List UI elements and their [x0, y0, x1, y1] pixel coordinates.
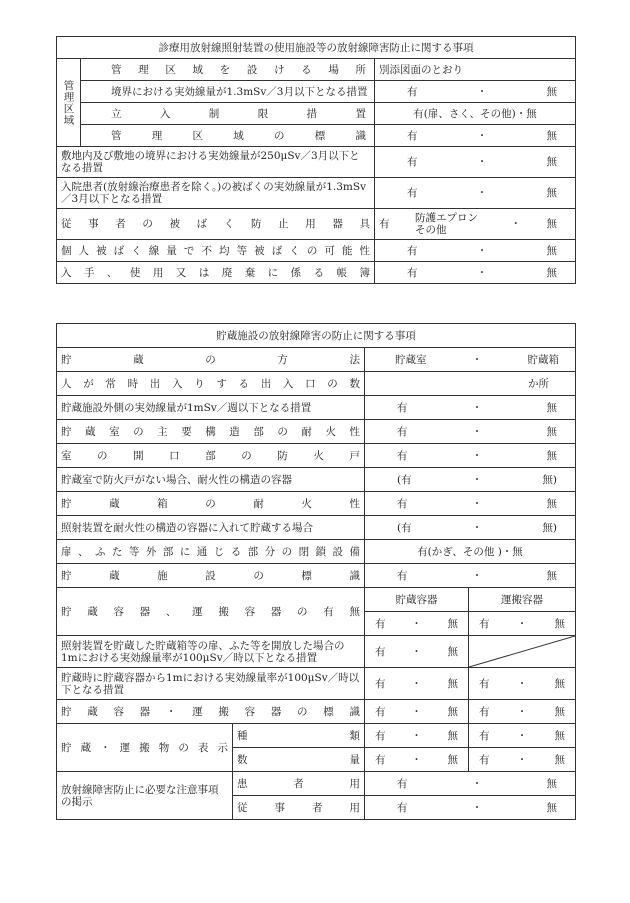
row-label: 立入制限措置	[81, 103, 375, 125]
yes-no-field[interactable]: 有 ・ 無	[365, 612, 469, 636]
group-label-text: 管理区域	[62, 79, 75, 126]
yes-no-field[interactable]: 有 ・ 無	[365, 724, 469, 748]
yes-no-field[interactable]: 有 ・ 無	[469, 748, 576, 772]
yes-no-field[interactable]: 有 防護エプロン その他 ・ 無	[375, 209, 576, 240]
sub-label-kind: 種類	[233, 724, 365, 748]
yes-no-field[interactable]: 有 ・ 無	[365, 564, 576, 588]
yes-no-field[interactable]: 有 ・ 無	[365, 396, 576, 420]
yes-no-field[interactable]: 有 ・ 無	[365, 748, 469, 772]
yes-no-field[interactable]: 有 ・ 無	[365, 636, 469, 668]
usage-facility-table	[56, 36, 576, 284]
row-label: 貯蔵容器・運搬容器の標識	[57, 700, 365, 724]
not-applicable-cell	[469, 636, 576, 668]
storage-method-field[interactable]: 貯蔵室 ・ 貯蔵箱	[365, 348, 576, 372]
yes-no-field[interactable]: 有 ・ 無	[375, 240, 576, 262]
closure-equipment-field[interactable]: 有(かぎ、その他 )・無	[365, 540, 576, 564]
row-label: 貯蔵の方法	[57, 348, 365, 372]
yes-no-field[interactable]: 有 ・ 無	[469, 700, 576, 724]
row-label: 人が常時出入りする出入口の数	[57, 372, 365, 396]
sub-label-worker: 従事者用	[233, 796, 365, 820]
yes-no-field[interactable]: 有 ・ 無	[365, 492, 576, 516]
yes-no-field[interactable]: 有 ・ 無	[375, 147, 576, 178]
row-label: 個人被ばく線量で不均等被ばくの可能性	[57, 240, 375, 262]
row-label: 貯蔵室の主要構造部の耐火性	[57, 420, 365, 444]
diagonal-line	[469, 636, 575, 667]
row-label: 管理区域を設ける場所	[81, 59, 375, 81]
row-label: 貯蔵施設外側の実効線量が1mSv／週以下となる措置	[57, 396, 365, 420]
yes-no-field[interactable]: 有 ・ 無	[375, 262, 576, 284]
row-label: 貯蔵・運搬物の表示	[57, 724, 233, 772]
row-label: 管理区域の標識	[81, 125, 375, 147]
entrance-count-field[interactable]: か所	[365, 372, 576, 396]
yes-no-field[interactable]: 有 ・ 無	[469, 612, 576, 636]
yes-no-field[interactable]: 有 ・ 無	[375, 178, 576, 209]
row-label: 貯蔵容器、運搬容器の有無	[57, 588, 365, 636]
protective-apron-option[interactable]: 防護エプロン その他	[415, 212, 478, 236]
yes-no-field[interactable]: 有 ・ 無	[365, 444, 576, 468]
row-label: 入手、使用又は廃棄に係る帳簿	[57, 262, 375, 284]
row-label: 放射線障害防止に必要な注意事項の掲示	[57, 772, 233, 820]
storage-facility-table	[56, 323, 576, 820]
sub-label-quantity: 数量	[233, 748, 365, 772]
row-label: 貯蔵箱の耐火性	[57, 492, 365, 516]
yes-no-field[interactable]: 有 ・ 無	[365, 700, 469, 724]
row-value: 別添図面のとおり	[375, 59, 576, 81]
yes-no-field[interactable]: (有 ・ 無)	[365, 468, 576, 492]
row-label: 扉、ふた等外部に通じる部分の閉鎖設備	[57, 540, 365, 564]
yes-no-field[interactable]: 有 ・ 無	[469, 668, 576, 700]
row-label: 境界における実効線量が1.3mSv／3月以下となる措置	[81, 81, 375, 103]
row-label: 照射装置を貯蔵した貯蔵箱等の扉、ふた等を開放した場合の1mにおける実効線量率が100μSv／時以下となる措置	[57, 636, 365, 668]
table-title: 貯蔵施設の放射線障害の防止に関する事項	[57, 324, 576, 348]
storage-container-header: 貯蔵容器	[365, 588, 469, 612]
yes-no-field[interactable]: 有 ・ 無	[365, 420, 576, 444]
row-label: 貯蔵施設の標識	[57, 564, 365, 588]
row-label: 入院患者(放射線治療患者を除く。)の被ばくの実効線量が1.3mSv／3月以下となる措置	[57, 178, 375, 209]
yes-no-field[interactable]: 有 ・ 無	[365, 796, 576, 820]
row-label: 貯蔵室で防火戸がない場合、耐火性の構造の容器	[57, 468, 365, 492]
row-label: 照射装置を耐火性の構造の容器に入れて貯蔵する場合	[57, 516, 365, 540]
row-label: 室の開口部の防火戸	[57, 444, 365, 468]
control-area-group-label	[57, 59, 81, 147]
row-value[interactable]: 有(扉、さく、その他)・無	[375, 103, 576, 125]
yes-no-field[interactable]: 有 ・ 無	[365, 772, 576, 796]
sub-label-patient: 患者用	[233, 772, 365, 796]
table-title: 診療用放射線照射装置の使用施設等の放射線障害防止に関する事項	[57, 37, 576, 59]
yes-no-field[interactable]: 有 ・ 無	[469, 724, 576, 748]
yes-no-field[interactable]: (有 ・ 無)	[365, 516, 576, 540]
yes-no-field[interactable]: 有 ・ 無	[375, 125, 576, 147]
yes-no-field[interactable]: 有 ・ 無	[375, 81, 576, 103]
yes-no-field[interactable]: 有 ・ 無	[365, 668, 469, 700]
transport-container-header: 運搬容器	[469, 588, 576, 612]
row-label: 敷地内及び敷地の境界における実効線量が250μSv／3月以下となる措置	[57, 147, 375, 178]
row-label: 貯蔵時に貯蔵容器から1mにおける実効線量率が100μSv／時以下となる措置	[57, 668, 365, 700]
row-label: 従事者の被ばく防止用器具	[57, 209, 375, 240]
